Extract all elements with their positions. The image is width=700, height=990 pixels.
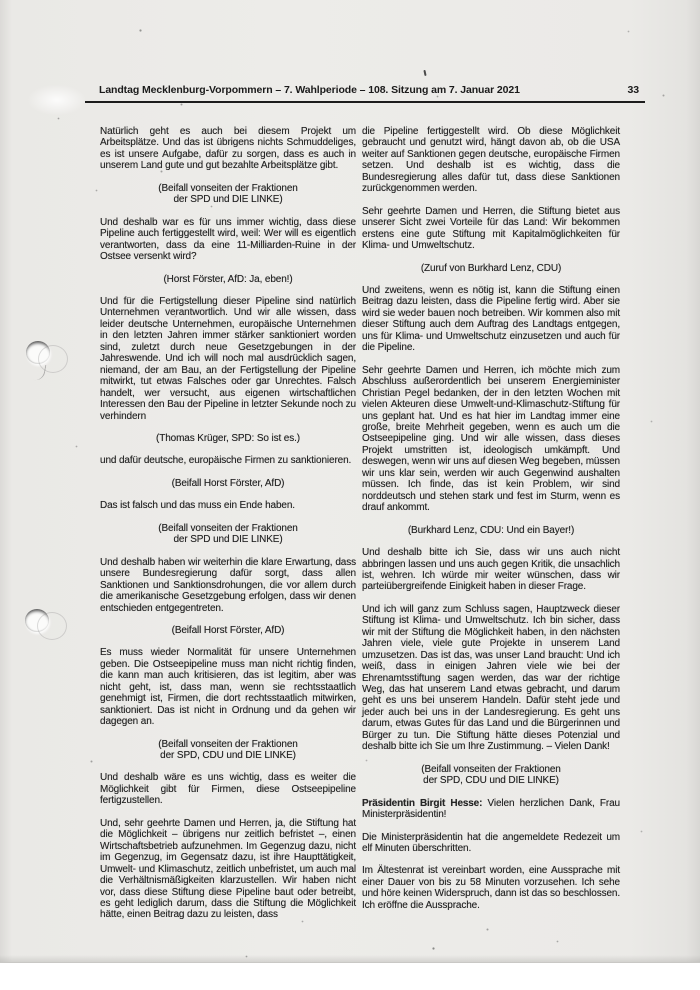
paragraph: Das ist falsch und das muss ein Ende haben. [100, 500, 295, 512]
left-column [100, 126, 356, 932]
paragraph: Und, sehr geehrte Damen und Herren, ja, die Stiftung hat die Möglichkeit – übrigens nur zeitlich befristet –, einen Wirtschaftsbetrieb aufzunehmen. Im Gegenzug dazu, nicht im Gegenzug, im Gegensatz dazu, ist ihre Haupttätigkeit, Umwelt- und Klimaschutz, zeitlich unbefristet, um auch mal die Verhältnismäßigkeiten klarzustellen. Wir haben nicht vor, dass diese Stiftung diese Pipeline baut oder betreibt, es geht lediglich darum, dass die Stiftung die Möglichkeit hätte, einen Beitrag dazu zu leisten, dass [100, 817, 356, 921]
paragraph: Es muss wieder Normalität für unsere Unternehmen geben. Die Ostseepipeline muss man nicht richtig finden, die kann man auch kritisieren, das ist legitim, aber was nicht geht, ist, dass man, wenn sie rechtsstaatlich genehmigt ist, Firmen, die dort rechtsstaatlich mitwirken, sanktioniert. Das ist nicht in Ordnung und da gehen wir dagegen an. [100, 647, 356, 728]
stage-direction: (Beifall vonseiten der Fraktionen der SPD, CDU und DIE LINKE) [421, 763, 561, 787]
punch-hole-top-shadow [38, 345, 68, 373]
stage-direction: (Horst Förster, AfD: Ja, eben!) [163, 273, 293, 285]
stage-direction: (Zuruf von Burkhard Lenz, CDU) [420, 262, 562, 274]
header-title: Landtag Mecklenburg-Vorpommern – 7. Wahlperiode – 108. Sitzung am 7. Januar 2021 [99, 84, 520, 96]
paragraph: Und ich will ganz zum Schluss sagen, Hauptzweck dieser Stiftung ist Klima- und Umweltschutz. Ich bin sicher, dass wir mit der Stiftung die Möglichkeit haben, in den nächsten Jahren viele, viele gute Projekte in unserem Land umzusetzen. Das ist das, was unser Land braucht: Und ich weiß, dass in einigen Jahren viele wie bei der Ehrenamtsstiftung sagen werden, das war der richtige Weg, das hat unserem Land etwas gebracht, und darum geht es uns bei unserem Handeln. Dafür steht jede und jeder auch bei uns in der Landesregierung. Es geht uns darum, etwas Gutes für das Land und die Bürgerinnen und Bürger zu tun. Die Stiftung hätte dieses Potenzial und deshalb bitte ich Sie um Ihre Zustimmung. – Vielen Dank! [362, 603, 620, 753]
punch-hole-bottom-shadow [37, 612, 67, 640]
speaker-name: Präsidentin Birgit Hesse: [362, 797, 483, 809]
paragraph: Sehr geehrte Damen und Herren, die Stiftung bietet aus unserer Sicht zwei Vorteile für das Land: Wir bekommen erstens eine gute Stiftung mit Kapitalmöglichkeiten für Klima- und Umweltschutz. [362, 205, 620, 252]
stage-direction: (Beifall vonseiten der Fraktionen der SPD, CDU und DIE LINKE) [158, 738, 298, 762]
paragraph: die Pipeline fertiggestellt wird. Ob diese Möglichkeit gebraucht und genutzt wird, hängt davon ab, ob die USA weiter auf Sanktionen gegen deutsche, europäische Firmen setzen. Und deshalb ist es wichtig, dass die Bundesregierung alles dafür tut, dass diese Sanktionen zurückgenommen werden. [362, 126, 620, 195]
paragraph: Und deshalb haben wir weiterhin die klare Erwartung, dass unsere Bundesregierung dafür sorgt, dass allen Sanktionen und Sanktionsdrohungen, die vor allem durch die amerikanische Gesetzgebung erfolgen, dass wir denen entschieden entgegentreten. [100, 556, 356, 614]
paragraph: Und deshalb wäre es uns wichtig, dass es weiter die Möglichkeit gibt für Firmen, diese Ostseepipeline fertigzustellen. [100, 772, 356, 807]
page-header [85, 84, 645, 99]
paper-noise [0, 0, 1, 1]
stage-direction: (Beifall vonseiten der Fraktionen der SPD und DIE LINKE) [158, 182, 298, 206]
paragraph: Die Ministerpräsidentin hat die angemeldete Redezeit um elf Minuten überschritten. [362, 831, 620, 855]
page-number: 33 [627, 84, 639, 96]
paragraph: Und deshalb war es für uns immer wichtig, dass diese Pipeline auch fertiggestellt wird, weil: Wer will es eigentlich verantworten, dass da eine 11-Milliarden-Ruine in der Ostsee versenkt wird? [100, 216, 356, 263]
stage-direction: (Beifall Horst Förster, AfD) [171, 624, 285, 636]
stage-direction: (Thomas Krüger, SPD: So ist es.) [156, 432, 300, 444]
paragraph: Präsidentin Birgit Hesse: Vielen herzlichen Dank, Frau Ministerpräsidentin! [362, 797, 620, 821]
paragraph: Natürlich geht es auch bei diesem Projekt um Arbeitsplätze. Und das ist übrigens nichts Schmuddeliges, es ist unsere Aufgabe, dafür zu sorgen, dass es auch in unserem Land gute und gut bezahlte Arbeitsplätze gibt. [100, 126, 356, 172]
header-rule [85, 101, 645, 103]
paragraph: Und deshalb bitte ich Sie, dass wir uns auch nicht abbringen lassen und uns auch gegen Kritik, die unsachlich ist, wehren. Ich würde mir weiter wünschen, dass wir parteiübergreifende Einigkeit haben in dieser Frage. [362, 547, 620, 593]
paragraph: Und für die Fertigstellung dieser Pipeline sind natürlich Unternehmen verantwortlich. Und wir alle wissen, dass leider deutsche Unternehmen, europäische Unternehmen in den letzten Jahren immer stärker sanktioniert worden sind, zuletzt durch neue Gesetzgebungen in der Jahreswende. Und ich will noch mal ausdrücklich sagen, niemand, der am Bau, an der Fertigstellung der Pipeline mitwirkt, tut etwas Falsches oder gar Unrechtes. Falsch handelt, wer versucht, aus eigenen wirtschaftlichen Interessen den Bau der Pipeline in letzter Sekunde noch zu verhindern [100, 295, 356, 422]
right-column [362, 126, 620, 922]
pen-speck [423, 70, 426, 76]
stage-direction: (Burkhard Lenz, CDU: Und ein Bayer!) [407, 524, 575, 536]
stage-direction: (Beifall vonseiten der Fraktionen der SPD und DIE LINKE) [158, 522, 298, 546]
stage-direction: (Beifall Horst Förster, AfD) [171, 477, 285, 489]
paragraph: Im Ältestenrat ist vereinbart worden, eine Aussprache mit einer Dauer von bis zu 58 Minuten vorzusehen. Ich sehe und höre keinen Widerspruch, dann ist das so beschlossen. Ich eröffne die Aussprache. [362, 865, 620, 911]
paragraph: und dafür deutsche, europäische Firmen zu sanktionieren. [100, 455, 352, 467]
paragraph: Und zweitens, wenn es nötig ist, kann die Stiftung einen Beitrag dazu leisten, dass die Pipeline fertig wird. Aber sie wird sie weder bauen noch betreiben. Wir kommen also mit dieser Stiftung auch dem Auftrag des Landtags entgegen, uns für Klima- und Umweltschutz einzusetzen und auch für die Pipeline. [362, 284, 620, 354]
paragraph: Sehr geehrte Damen und Herren, ich möchte mich zum Abschluss außerordentlich bei unserem Energieminister Christian Pegel bedanken, der in den letzten Wochen mit vielen Akteuren diese Umwelt-und-Klimaschutz-Stiftung für uns geplant hat. Und es hat hier im Landtag immer eine große, breite Mehrheit gegeben, wenn es auch um die Ostseepipeline ging. Und wir alle wissen, dass dieses Projekt umstritten ist, ideologisch umkämpft. Und deswegen, wenn wir uns auf diesen Weg begeben, müssen wir uns klar sein, werden wir auch Gegenwind aushalten müssen. Ich finde, das ist kein Problem, wir sind norddeutsch und stehen stark und fest im Sturm, wenn es drauf ankommt. [362, 364, 620, 514]
